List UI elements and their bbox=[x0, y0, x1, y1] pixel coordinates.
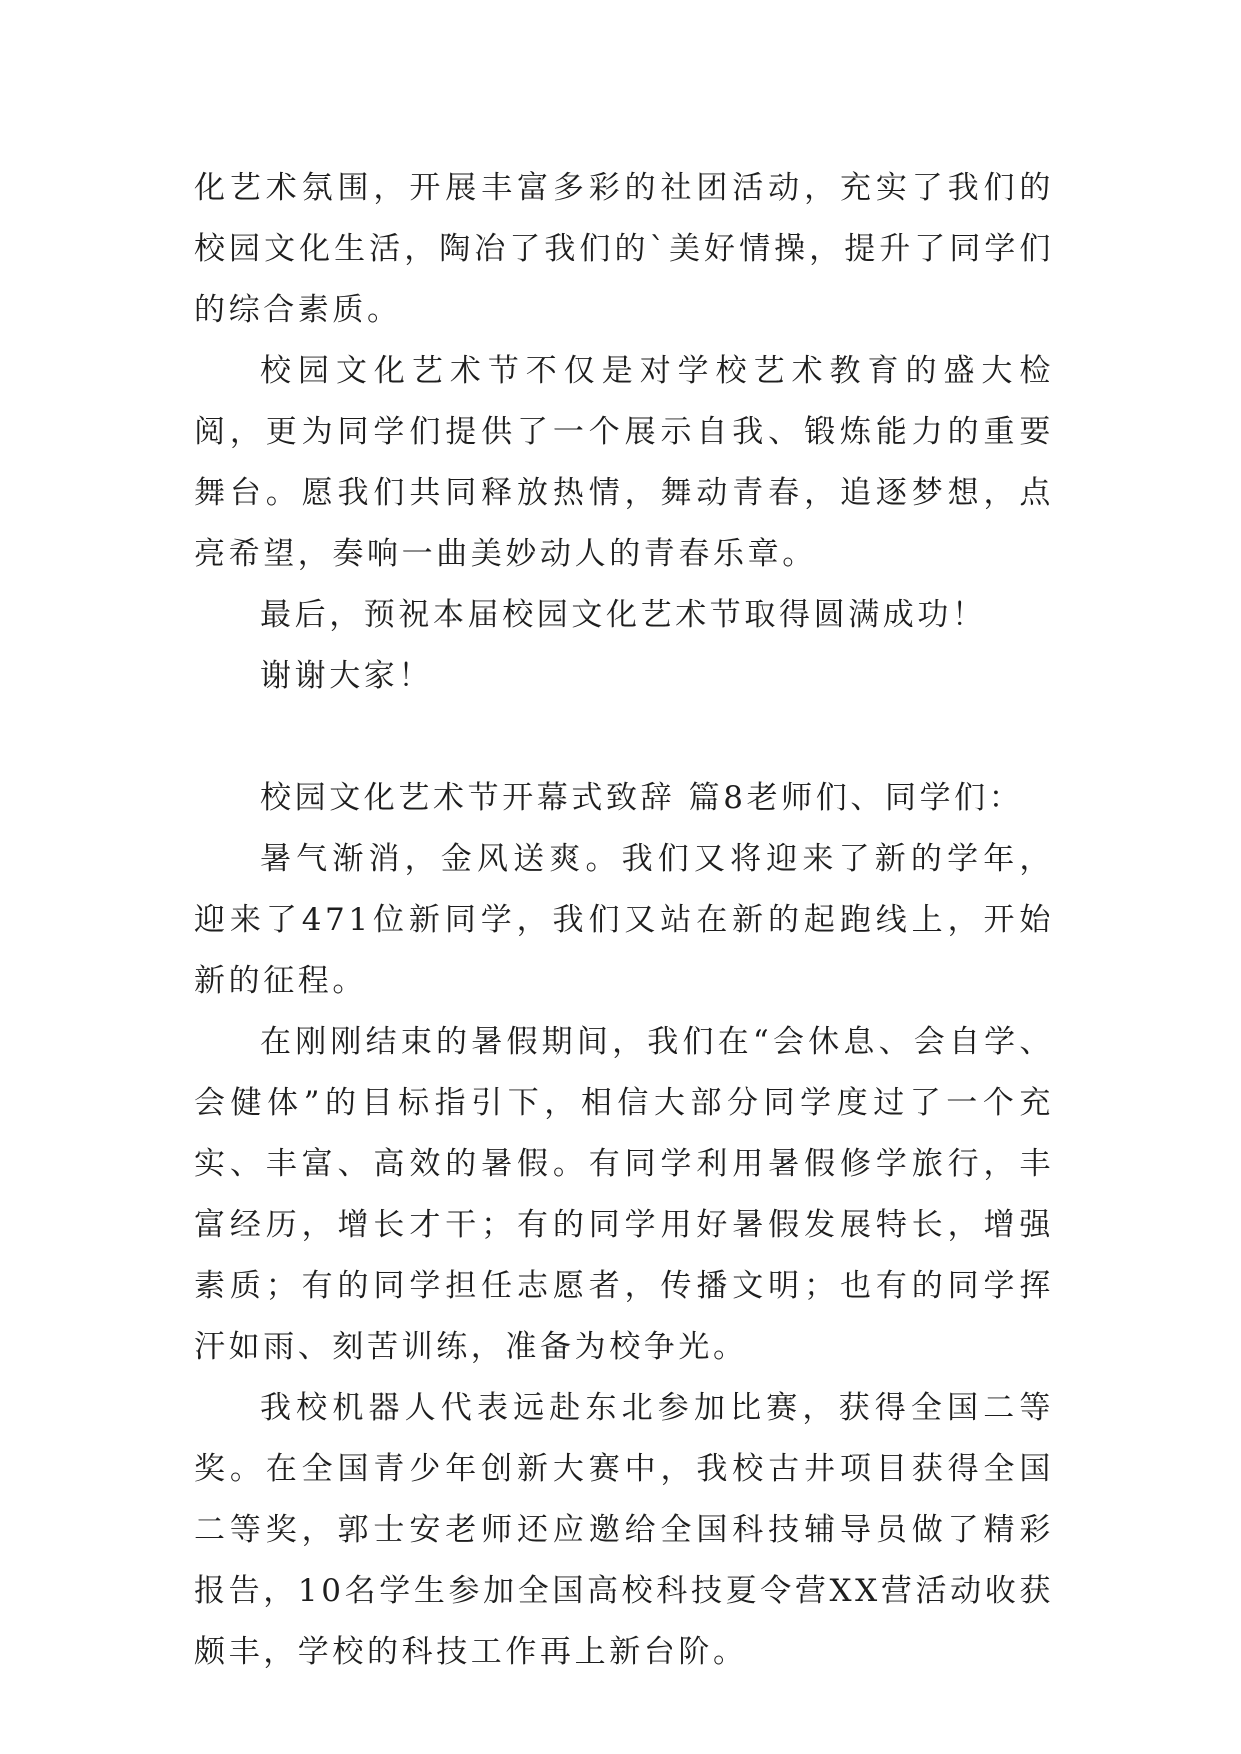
paragraph-achievements: 我校机器人代表远赴东北参加比赛，获得全国二等奖。在全国青少年创新大赛中，我校古井项目获得全国二等奖，郭士安老师还应邀给全国科技辅导员做了精彩报告，10名学生参加全国高校科技夏令营XX营活动收获颇丰，学校的科技工作再上新台阶。 bbox=[194, 1390, 1054, 1670]
paragraph-new-term: 暑气渐消，金风送爽。我们又将迎来了新的学年，迎来了471位新同学，我们又站在新的起跑线上，开始新的征程。 bbox=[194, 841, 1054, 999]
paragraph-art-festival: 校园文化艺术节不仅是对学校艺术教育的盛大检阅，更为同学们提供了一个展示自我、锻炼能力的重要舞台。愿我们共同释放热情，舞动青春，追逐梦想，点亮希望，奏响一曲美妙动人的青春乐章。 bbox=[194, 353, 1054, 572]
paragraph-summer-vacation: 在刚刚结束的暑假期间，我们在“会休息、会自学、会健体”的目标指引下，相信大部分同学度过了一个充实、丰富、高效的暑假。有同学利用暑假修学旅行，丰富经历，增长才干；有的同学用好暑假发展特长，增强素质；有的同学担任志愿者，传播文明；也有的同学挥汗如雨、刻苦训练，准备为校争光。 bbox=[194, 1024, 1054, 1365]
paragraph-wish: 最后，预祝本届校园文化艺术节取得圆满成功！ bbox=[260, 597, 987, 633]
paragraph-thanks: 谢谢大家！ bbox=[260, 658, 433, 694]
paragraph-continuation: 化艺术氛围，开展丰富多彩的社团活动，充实了我们的校园文化生活，陶冶了我们的`美好情操，提升了同学们的综合素质。 bbox=[194, 170, 1054, 328]
section-heading: 校园文化艺术节开幕式致辞 篇8老师们、同学们： bbox=[260, 780, 1024, 816]
document-body bbox=[194, 158, 1054, 1683]
section-gap bbox=[194, 707, 1054, 768]
